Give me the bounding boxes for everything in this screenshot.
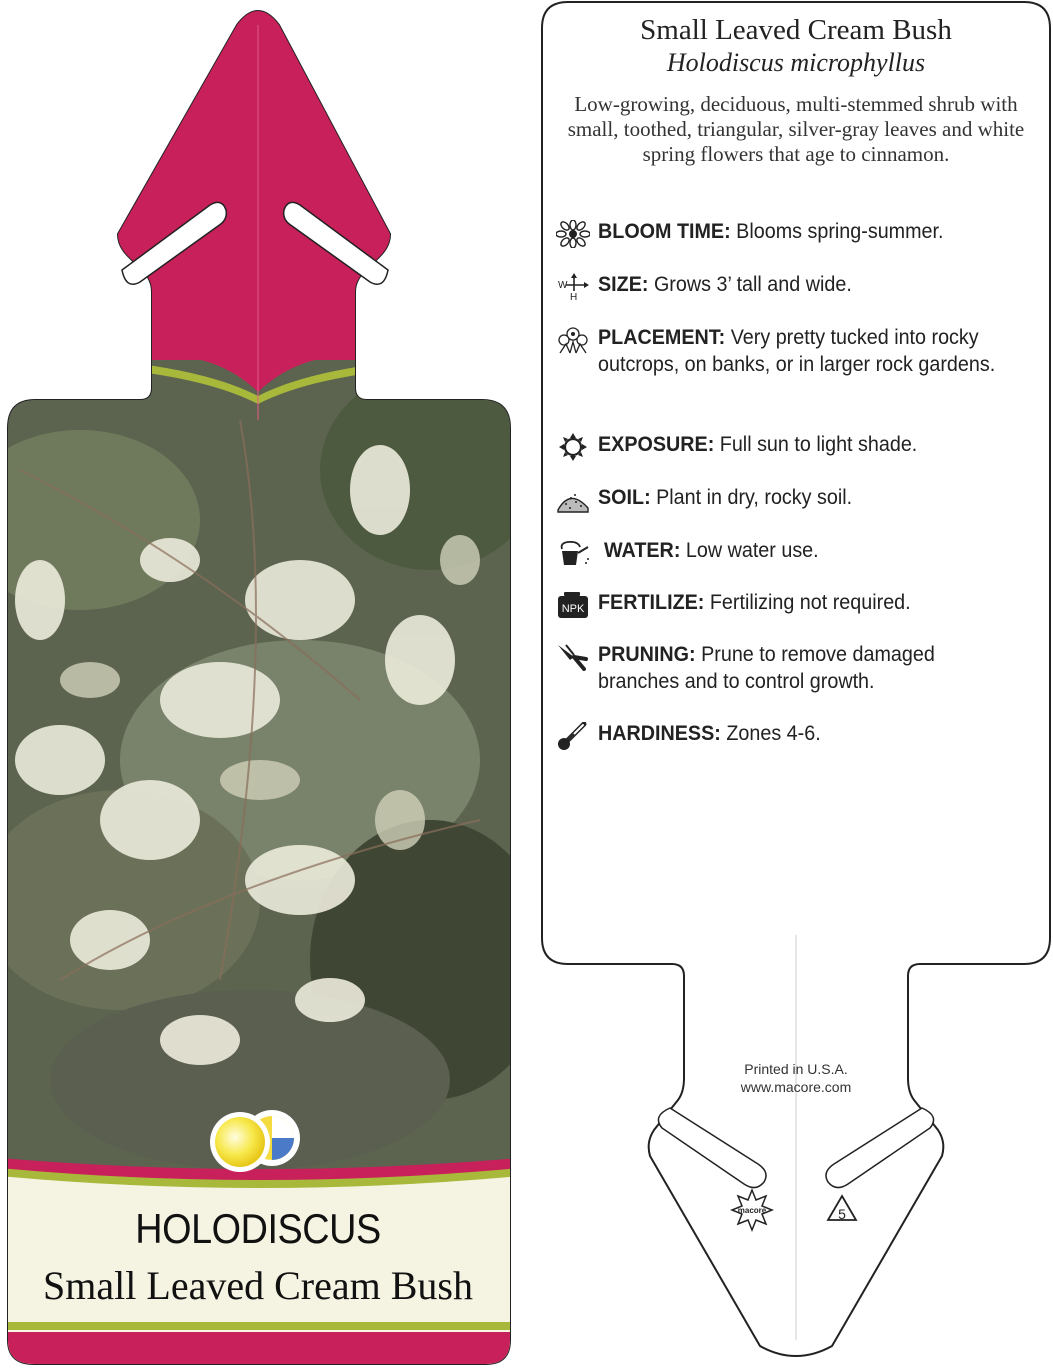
info-row-hardiness	[556, 720, 1036, 747]
printed-country: Printed in U.S.A.	[744, 1061, 848, 1077]
info-row-fertilize	[556, 589, 1036, 616]
soil-value: Plant in dry, rocky soil.	[656, 486, 853, 509]
sun-icon	[556, 433, 590, 461]
size-arrows-icon	[556, 273, 590, 301]
pruning-value: Prune to remove damaged branches and to control growth.	[598, 643, 935, 693]
recycle-number: 5	[838, 1206, 846, 1222]
exposure-label: EXPOSURE:	[598, 433, 715, 456]
size-h-letter: H	[570, 292, 578, 301]
size-w-letter: W	[558, 280, 568, 291]
front-tag	[0, 0, 520, 1369]
info-row-bloom-time	[556, 218, 1036, 245]
water-label: WATER:	[604, 539, 681, 562]
info-row-placement	[556, 324, 1036, 378]
common-name: Small Leaved Cream Bush	[43, 1263, 473, 1308]
watering-can-icon	[556, 539, 590, 567]
fertilize-value: Fertilizing not required.	[709, 591, 911, 614]
water-value: Low water use.	[685, 539, 819, 562]
pruning-shears-icon	[556, 643, 590, 671]
flower-icon	[556, 220, 590, 248]
npk-text: NPK	[561, 603, 585, 615]
printed-website: www.macore.com	[740, 1079, 852, 1095]
genus-name: HOLODISCUS	[135, 1205, 381, 1252]
macore-star-mark	[732, 1190, 772, 1230]
soil-label: SOIL:	[598, 486, 651, 509]
back-latin-name: Holodiscus microphyllus	[666, 48, 926, 77]
exposure-value: Full sun to light shade.	[719, 433, 918, 456]
info-row-water	[556, 537, 1036, 564]
hardiness-value: Zones 4-6.	[726, 722, 821, 745]
soil-mound-icon	[556, 486, 590, 514]
macore-mark-text: macore	[737, 1206, 767, 1215]
hardiness-label: HARDINESS:	[598, 722, 721, 745]
info-row-pruning	[556, 641, 1036, 695]
npk-icon	[556, 591, 590, 619]
back-description: Low-growing, deciduous, multi-stemmed shrub with small, toothed, triangular, silver-gray leaves and white spring flowers that age to cinnamon.	[567, 92, 1025, 166]
size-value: Grows 3’ tall and wide.	[653, 273, 852, 296]
thermometer-icon	[556, 722, 590, 750]
pruning-label: PRUNING:	[598, 643, 696, 666]
bloom-time-value: Blooms spring-summer.	[736, 220, 944, 243]
flowering-shrub-photo	[0, 360, 520, 1180]
info-row-size	[556, 271, 1036, 301]
info-row-soil	[556, 484, 1036, 511]
back-title: Small Leaved Cream Bush	[640, 14, 952, 46]
placement-icon	[556, 326, 590, 354]
info-row-exposure	[556, 431, 1036, 458]
fertilize-label: FERTILIZE:	[598, 591, 705, 614]
printed-info	[700, 1060, 892, 1096]
bloom-time-label: BLOOM TIME:	[598, 220, 731, 243]
placement-label: PLACEMENT:	[598, 326, 726, 349]
size-label: SIZE:	[598, 273, 649, 296]
placement-value: Very pretty tucked into rocky outcrops, on banks, or in larger rock gardens.	[598, 326, 996, 376]
